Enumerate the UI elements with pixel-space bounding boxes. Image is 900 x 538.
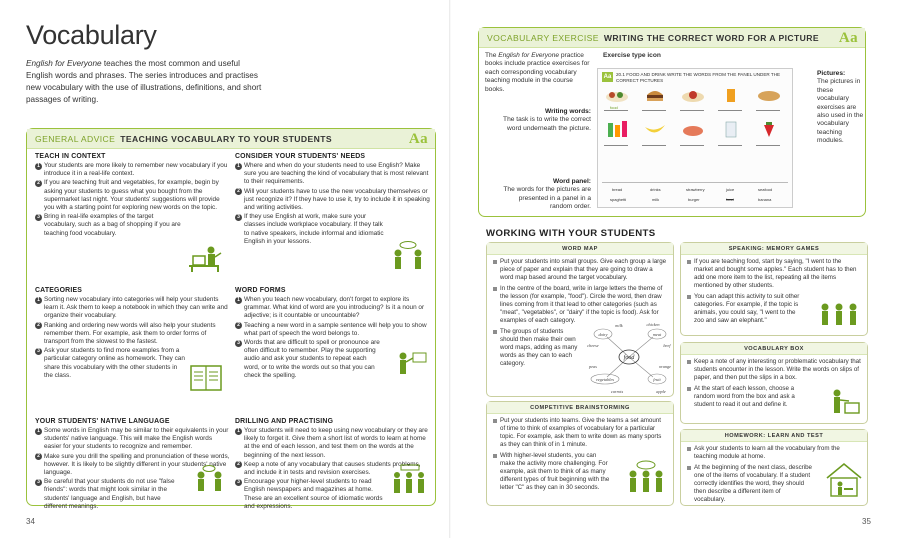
- answer-line: [642, 110, 666, 111]
- classroom-drilling-icon: [391, 465, 431, 497]
- writing-words-text: The task is to write the correct word underneath the picture.: [503, 116, 591, 132]
- intro-italic: English for Everyone: [26, 59, 102, 68]
- word-panel-text: The words for the pictures are presented in a panel in a random order.: [503, 186, 591, 211]
- list-item: [235, 339, 383, 380]
- intro-pre: The: [485, 52, 499, 59]
- item-text: Your students will need to keep using new vocabulary or they are likely to forget it. Give them a short list of words to learn at home at the end of each lesson, and test them on the words at the beginning of the next lesson.: [244, 427, 428, 459]
- example-answer: food: [610, 105, 618, 110]
- list-item: [35, 478, 185, 511]
- list-item: [35, 322, 231, 347]
- page-number: 34: [26, 517, 35, 526]
- list-item: [35, 427, 231, 452]
- intro-italic: English for Everyone: [498, 52, 560, 59]
- list-item: Ask your students to learn all the vocabulary from the teaching module at home.: [687, 445, 861, 461]
- vocabulary-exercise-prefix: VOCABULARY EXERCISE: [487, 32, 599, 43]
- section-heading: TEACH IN CONTEXT: [35, 153, 106, 160]
- list-item: [235, 188, 431, 213]
- homework-title: HOMEWORK: LEARN AND TEST: [681, 430, 867, 442]
- number-badge-3: 3: [35, 479, 42, 486]
- list-item: [235, 296, 431, 321]
- speaking-students-icon: [191, 465, 229, 497]
- number-badge-1: 1: [35, 163, 42, 170]
- number-badge-2: 2: [35, 453, 42, 460]
- panel-word: juice: [726, 187, 735, 192]
- answer-line: [642, 145, 666, 146]
- item-text: Sorting new vocabulary into categories will help your students learn it. Ask them to keep a notebook in which they can write and organize their vocabulary.: [44, 296, 228, 320]
- section-heading: YOUR STUDENTS' NATIVE LANGUAGE: [35, 418, 170, 425]
- general-advice-panel: [26, 128, 436, 510]
- number-badge-3: 3: [35, 348, 42, 355]
- memory-games-box: [680, 242, 868, 336]
- list-item: With higher-level students, you can make the activity more challenging. For example, ask them to think of as many different types of fruit beginning with the letter "C" as they can in 30 seconds.: [493, 452, 613, 492]
- spaghetti-icon: [680, 87, 706, 103]
- pictures-label: Pictures:: [817, 70, 846, 77]
- writing-words-label: Writing words:: [544, 108, 591, 115]
- answer-line: [756, 110, 780, 111]
- house-study-icon: [823, 460, 865, 500]
- list-item: You can adapt this activity to suit other categories. For example, if the topic is animals, you could say, "I went to the zoo and saw an elephant.": [687, 293, 803, 325]
- brainstorming-title: COMPETITIVE BRAINSTORMING: [487, 402, 673, 414]
- section-heading: CATEGORIES: [35, 287, 83, 294]
- juice-icon: [718, 87, 744, 103]
- item-text: Ranking and ordering new words will also help your students remember them. For example, ask them to order forms of transport from the slowest to the fastest.: [44, 321, 216, 346]
- word-panel-annotation: [499, 178, 591, 212]
- general-advice-prefix: GENERAL ADVICE: [35, 133, 116, 144]
- list-item: Put your students into small groups. Give each group a large piece of paper and explain that they are going to draw a word map based around the target vocabulary.: [493, 258, 667, 282]
- number-badge-3: 3: [235, 479, 242, 486]
- number-badge-2: 2: [235, 188, 242, 195]
- number-badge-2: 2: [35, 322, 42, 329]
- panel-word: food: [726, 197, 734, 202]
- answer-line: [718, 110, 742, 111]
- item-text: Ask your students to find more examples from a particular category online as homework. They can share this vocabulary with the other students in the class.: [44, 347, 185, 379]
- map-word: apple: [656, 389, 666, 394]
- section-students-needs: [235, 153, 431, 247]
- number-badge-2: 2: [235, 461, 242, 468]
- intro-rest: teaches the most common and useful English words and phrases. The series introduces and practises new vocabulary with the use of illustrations, definitions, and short passages of writing.: [26, 59, 262, 104]
- pronunciation-teacher-icon: [391, 349, 429, 379]
- shopping-teacher-icon: [187, 245, 227, 273]
- exercise-intro: [485, 52, 591, 94]
- section-heading: WORD FORMS: [235, 287, 286, 294]
- number-badge-3: 3: [35, 214, 42, 221]
- brainstorm-group-icon: [623, 460, 669, 500]
- bread-icon: [756, 87, 782, 103]
- list-item: In the centre of the board, write in large letters the theme of the lesson (for example, "food"). Circle the word, then draw lines coming from it that lead to other categories (such as "meat", "vegetables", or "dairy" if the topic is food). Ask for examples of each category.: [493, 285, 667, 325]
- map-word: milk: [615, 323, 623, 328]
- map-word: orange: [658, 364, 672, 369]
- number-badge-3: 3: [235, 214, 242, 221]
- item-text: When you teach new vocabulary, don't forget to explore its grammar. What kind of word are you introducing? Is it a noun or adjective; is it countable or uncountable?: [244, 296, 425, 320]
- section-heading: CONSIDER YOUR STUDENTS' NEEDS: [235, 153, 366, 160]
- answer-line: [756, 145, 780, 146]
- number-badge-1: 1: [235, 428, 242, 435]
- panel-word: drinks: [650, 187, 661, 192]
- vocabulary-exercise-header: [479, 28, 865, 48]
- answer-line: [604, 110, 628, 111]
- aa-icon: Aa: [408, 131, 428, 147]
- section-heading: DRILLING AND PRACTISING: [235, 418, 334, 425]
- panel-word: burger: [688, 197, 700, 202]
- advice-columns: [35, 153, 430, 510]
- vocabulary-exercise-title: WRITING THE CORRECT WORD FOR A PICTURE: [603, 32, 819, 43]
- working-with-students-heading: WORKING WITH YOUR STUDENTS: [486, 228, 656, 239]
- answer-line: [604, 145, 628, 146]
- item-text: Some words in English may be similar to their equivalents in your students' native language. This will make the English words easier for your students to recognize and remember.: [44, 427, 229, 451]
- item-text: Make sure you drill the spelling and pronunciation of these words, however. It is likely to be slightly different in your students' native language.: [44, 452, 230, 477]
- worksheet-sample: [597, 68, 793, 208]
- pictures-text: The pictures in these vocabulary exercises are also used in the vocabulary teaching modules.: [817, 78, 864, 145]
- memory-games-title: SPEAKING: MEMORY GAMES: [681, 243, 867, 255]
- memory-game-group-icon: [817, 295, 863, 333]
- homework-box: [680, 429, 868, 506]
- word-map-diagram: [587, 323, 673, 397]
- list-item: The groups of students should then make their own word maps, adding as many words as they can to each category.: [493, 328, 583, 368]
- intro-text: [26, 58, 266, 106]
- drinks-icon: [604, 119, 630, 135]
- panel-word: bread: [612, 187, 623, 192]
- vocabulary-box: [680, 342, 868, 424]
- panel-word: seafood: [758, 187, 773, 192]
- list-item: Keep a note of any interesting or problematic vocabulary that students encounter in the lesson. Write the words on slips of paper, and then put the slips in a box.: [687, 358, 861, 382]
- map-word: chicken: [646, 322, 660, 327]
- list-item: At the beginning of the next class, describe one of the items of vocabulary. If a student correctly identifies the word, they should then describe a different item of vocabulary.: [687, 464, 813, 504]
- pictures-annotation: [817, 70, 865, 146]
- workplace-conversation-icon: [389, 241, 429, 271]
- answer-line: [680, 110, 704, 111]
- word-map-box: [486, 242, 674, 397]
- number-badge-1: 1: [235, 297, 242, 304]
- item-text: Where and when do your students need to use English? Make sure you are teaching the kind of vocabulary that is most relevant to their requirements.: [244, 162, 429, 186]
- map-word: beef: [663, 343, 671, 348]
- panel-word: spaghetti: [610, 197, 627, 202]
- map-word: peas: [589, 364, 597, 369]
- intro-rest: practice books include practice exercises for each corresponding vocabulary teaching module in the course books.: [485, 52, 590, 93]
- map-word: vegetables: [595, 377, 615, 382]
- word-panel: [602, 182, 788, 206]
- vocabulary-box-title: VOCABULARY BOX: [681, 343, 867, 355]
- writing-words-annotation: [499, 108, 591, 133]
- item-text: Teaching a new word in a sample sentence will help you to show what part of speech the word belongs to.: [244, 321, 427, 337]
- panel-word: strawberry: [686, 187, 705, 192]
- number-badge-3: 3: [235, 340, 242, 347]
- map-word: cheese: [587, 343, 599, 348]
- item-text: If you are teaching fruit and vegetables, for example, begin by asking your students to guess what you bought from the supermarket last night. Your students' suggestions will provide you with a starting point for exploring new words on the topic.: [44, 179, 220, 212]
- map-word: dairy: [598, 332, 608, 337]
- item-text: Bring in real-life examples of the target vocabulary, such as a bag of shopping if you are teaching food vocabulary.: [44, 213, 181, 237]
- seafood-icon: [680, 119, 706, 135]
- answer-line: [718, 145, 742, 146]
- list-item: Put your students into teams. Give the teams a set amount of time to think of examples of vocabulary for a particular topic. For example, ask them to write down as many sports as they can think of in 1 minute.: [493, 417, 667, 449]
- item-text: Encourage your higher-level students to read English newspapers and magazines at home. These are an excellent source of idiomatic words and expressions.: [244, 478, 383, 510]
- strawberry-icon: [756, 119, 782, 135]
- list-item: If you are teaching food, start by saying, "I went to the market and bought some apples." Each student has to then add one more item to the list, repeating all the items mentioned by other students.: [687, 258, 861, 290]
- list-item: [35, 296, 231, 321]
- list-item: [235, 162, 431, 187]
- item-text: Words that are difficult to spell or pronounce are often difficult to remember. Play the supporting audio and ask your students to repeat each word, or to write the words out so that you can check the spelling.: [244, 339, 380, 379]
- milk-icon: [718, 119, 744, 135]
- page-title: Vocabulary: [26, 20, 157, 50]
- burger-icon: [642, 87, 668, 103]
- word-map-title: WORD MAP: [487, 243, 673, 255]
- item-text: If they use English at work, make sure your classes include workplace vocabulary. If they talk to native speakers, include informal and idiomatic English in your lessons.: [244, 213, 384, 245]
- list-item: At the start of each lesson, choose a random word from the box and ask a student to read it out and define it.: [687, 385, 813, 409]
- book-gutter: [449, 0, 451, 538]
- notebook-icon: [189, 363, 225, 393]
- number-badge-1: 1: [35, 297, 42, 304]
- page-number: 35: [862, 517, 871, 526]
- number-badge-2: 2: [35, 180, 42, 187]
- section-teach-in-context: [35, 153, 231, 239]
- answer-line: [680, 145, 704, 146]
- number-badge-1: 1: [35, 428, 42, 435]
- map-word: carrots: [610, 389, 624, 394]
- list-item: [35, 213, 183, 238]
- map-word: meat: [652, 332, 662, 337]
- brainstorming-box: [486, 401, 674, 506]
- item-text: Keep a note of any vocabulary that causes students problems, and include it in tests and revision exercises.: [244, 460, 421, 477]
- list-item: [235, 427, 431, 460]
- exercise-icon-label: Exercise type icon: [603, 52, 661, 59]
- panel-word: banana: [758, 197, 772, 202]
- map-word: fruit: [653, 377, 661, 382]
- panel-word: milk: [652, 197, 660, 202]
- word-panel-label: Word panel:: [553, 178, 591, 185]
- vocabulary-box-icon: [825, 387, 865, 421]
- exercise-type-icon: Aa: [603, 74, 612, 80]
- vocabulary-exercise-panel: [478, 27, 866, 217]
- list-item: [235, 213, 385, 246]
- list-item: [35, 347, 185, 380]
- worksheet-heading: 20.1 FOOD AND DRINK WRITE THE WORDS FROM THE PANEL UNDER THE CORRECT PICTURES: [616, 72, 781, 83]
- map-center-word: food: [623, 355, 635, 361]
- list-item: [235, 322, 431, 338]
- item-text: Be careful that your students do not use "false friends": words that might look similar in the students' language and English, but have different meanings.: [44, 478, 175, 510]
- list-item: [35, 162, 231, 178]
- number-badge-2: 2: [235, 322, 242, 329]
- list-item: [235, 478, 385, 511]
- item-text: Will your students have to use the new vocabulary themselves or just recognize it? If they have to use it, try to include it in speaking and writing activities.: [244, 187, 430, 212]
- list-item: [35, 179, 231, 212]
- general-advice-title: TEACHING VOCABULARY TO YOUR STUDENTS: [120, 133, 333, 144]
- number-badge-1: 1: [235, 163, 242, 170]
- general-advice-header: [27, 129, 435, 149]
- aa-icon: Aa: [838, 30, 858, 46]
- banana-icon: [642, 119, 668, 135]
- item-text: Your students are more likely to remember new vocabulary if you introduce it in a real-life context.: [44, 162, 228, 178]
- meal-plate-icon: [604, 87, 630, 103]
